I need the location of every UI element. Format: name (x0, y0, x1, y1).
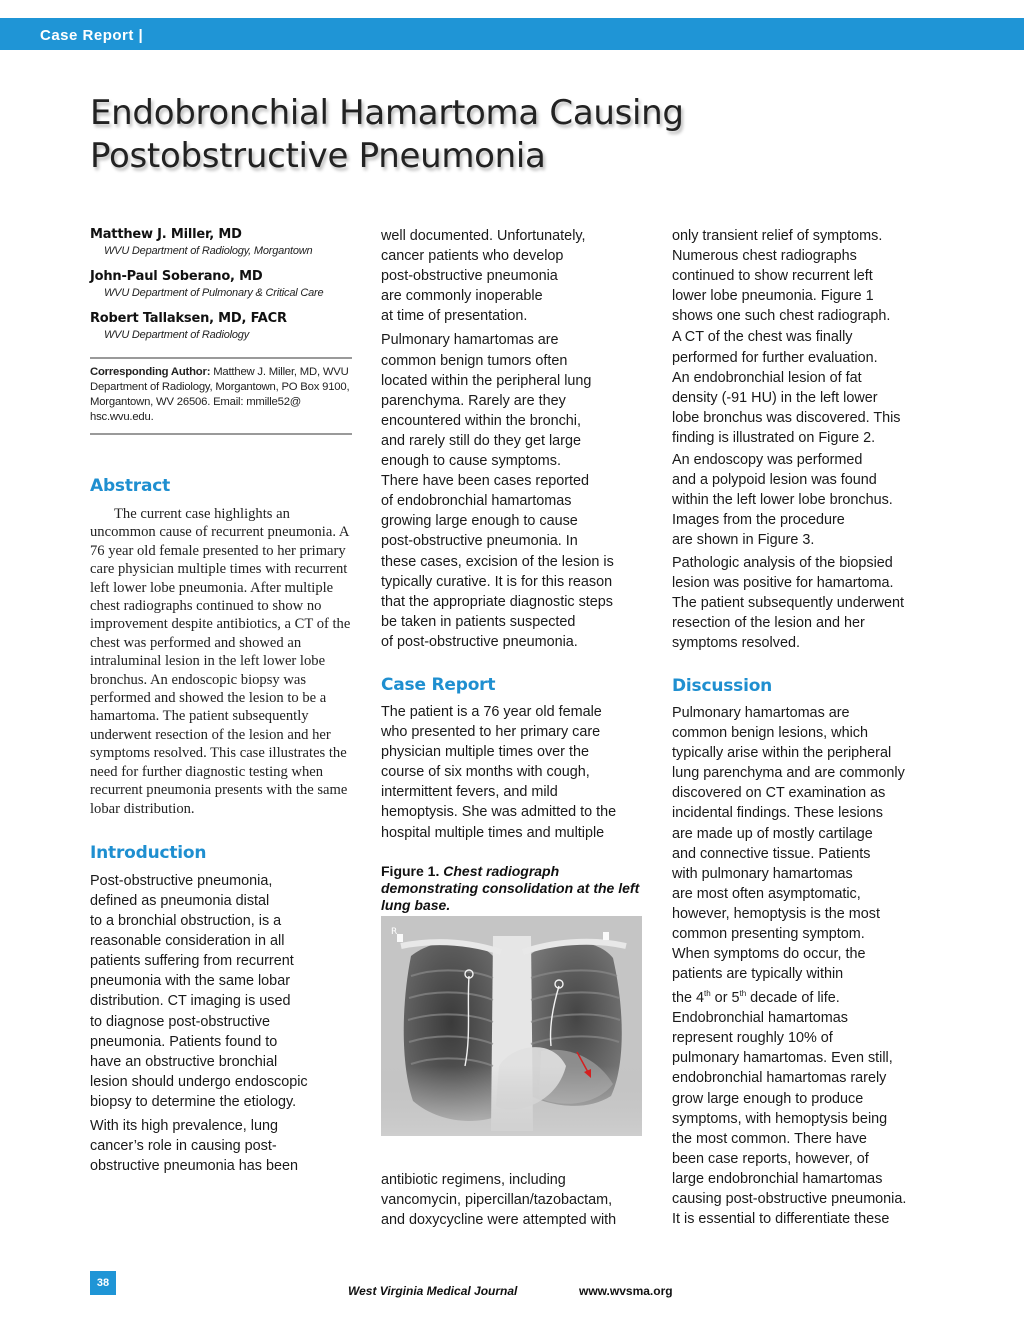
case-report-heading: Case Report (381, 674, 496, 695)
author-name: Matthew J. Miller, MD (90, 227, 242, 242)
abstract-heading: Abstract (90, 476, 171, 496)
author-2 (90, 268, 352, 301)
chest-radiograph-image (381, 916, 642, 1136)
body-paragraph: Pulmonary hamartomas are common benign tumors often located within the peripheral lung parenchyma. Rarely are they encountered within the bronchi, and rarely still do they get large enough to cause symptoms. There have been cases reported of endobronchial hamartomas growing large enough to cause post-obstructive pneumonia. In these cases, excision of the lesion is typically curative. It is for this reason that the appropriate diagnostic steps be taken in patients suspected of post-obstructive pneumonia. (381, 332, 614, 650)
discussion-heading: Discussion (672, 675, 773, 696)
discussion-paragraph-1 (672, 703, 937, 1008)
body-paragraph: A CT of the chest was finally performed for further evaluation. An endobronchial lesion of fat density (-91 HU) in the left lower lobe bronchus was discovered. This finding is illustrated on Figure 2. (672, 329, 901, 446)
corresponding-label: Corresponding Author: (90, 366, 211, 378)
abstract-text: The current case highlights an uncommon cause of recurrent pneumonia. A 76 year old female presented to her primary care physician multiple times with recurrent left lower lobe pneumonia. After multiple chest radiographs continued to show no improvement despite antibiotics, a CT of the chest was performed and showed an intraluminal lesion in the left lower lobe bronchus. An endoscopic biopsy was performed and showed the lesion to be a hamartoma. The patient subsequently underwent resection of the lesion and her symptoms resolved. This case illustrates the need for further diagnostic testing when recurrent pneumonia presents with the same lobar distribution. (90, 506, 351, 817)
section-label: Case Report | (40, 27, 144, 44)
column-2-continued (381, 1170, 646, 1230)
column-2 (381, 226, 646, 914)
divider (90, 433, 352, 435)
introduction-paragraph-1: Post-obstructive pneumonia, defined as pneumonia distal to a bronchial obstruction, is a reasonable consideration in all patients suffering from recurrent pneumonia with the same lobar distribution. CT imaging is used to diagnose post-obstructive pneumonia. Patients found to have an obstructive bronchial lesion should undergo endoscopic biopsy to determine the etiology. (90, 872, 308, 1110)
ordinal-suffix: th (704, 989, 711, 999)
article-title: Endobronchial Hamartoma Causing Postobstructive Pneumonia (90, 93, 684, 176)
introduction-heading: Introduction (90, 842, 207, 863)
author-1 (90, 226, 352, 259)
discussion-text: or 5 (710, 990, 740, 1007)
author-affiliation: WVU Department of Radiology (104, 329, 249, 341)
figure-caption-text: Chest radiograph demonstrating consolidation at the left lung base. (381, 862, 640, 913)
journal-url[interactable]: www.wvsma.org (579, 1284, 673, 1298)
radiograph-marker: R (391, 927, 398, 937)
body-paragraph: well documented. Unfortunately, cancer patients who develop post-obstructive pneumonia are commonly inoperable at time of presentation. (381, 228, 586, 325)
introduction-paragraph-2: With its high prevalence, lung cancer’s role in causing post- obstructive pneumonia has been (90, 1118, 299, 1175)
author-name: John-Paul Soberano, MD (90, 269, 263, 284)
author-3 (90, 310, 352, 343)
chest-radiograph-graphic (381, 916, 642, 1136)
discussion-text: Pulmonary hamartomas are common benign lesions, which typically arise within the peripheral lung parenchyma and are commonly discovered on CT examination as incidental findings. These lesions are made up of mostly cartilage and connective tissue. Patients with pulmonary hamartomas are most often asymptomatic, however, hemoptysis is the most common presenting symptom. When symptoms do occur, the patients are typically within the 4 (672, 704, 905, 1007)
ordinal-suffix: th (739, 989, 747, 999)
figure-label: Figure 1. (381, 862, 440, 879)
body-paragraph: Pathologic analysis of the biopsied lesion was positive for hamartoma. The patient subsequently underwent resection of the lesion and her symptoms resolved. (672, 554, 905, 651)
author-name: Robert Tallaksen, MD, FACR (90, 311, 287, 326)
body-paragraph: An endoscopy was performed and a polypoid lesion was found within the left lower lobe bronchus. Images from the procedure are shown in Figure 3. (672, 452, 893, 549)
discussion-text: decade of life. (746, 990, 840, 1007)
figure-1-caption (381, 863, 646, 914)
header-band (0, 18, 1024, 50)
column-1 (90, 226, 352, 1176)
column-3 (672, 226, 937, 1229)
discussion-paragraph-2: Endobronchial hamartomas represent roughly 10% of pulmonary hamartomas. Even still, endobronchial hamartomas rarely grow large enough to produce symptoms, with hemoptysis being the most common. There have been case reports, however, of large endobronchial hamartomas causing post-obstructive pneumonia. It is essential to differentiate these (672, 1010, 907, 1228)
body-paragraph: only transient relief of symptoms. Numerous chest radiographs continued to show recurrent left lower lobe pneumonia. Figure 1 shows one such chest radiograph. (672, 228, 891, 325)
journal-name: West Virginia Medical Journal (348, 1284, 518, 1298)
corresponding-text: Matthew J. Miller, MD, WVU Department of Radiology, Morgantown, PO Box 9100, Morgantown, WV 26506. Email: mmille52@ hsc.wvu.edu. (90, 366, 350, 423)
corresponding-author (90, 359, 352, 433)
case-report-paragraph: The patient is a 76 year old female who presented to her primary care physician multiple times over the course of six months with cough, intermittent fevers, and mild hemoptysis. She was admitted to the hospital multiple times and multiple (381, 703, 617, 841)
author-affiliation: WVU Department of Radiology, Morgantown (104, 245, 313, 257)
page-number: 38 (90, 1271, 116, 1295)
case-report-paragraph-continued: antibiotic regimens, including vancomycin, pipercillan/tazobactam, and doxycycline were attempted with (381, 1172, 617, 1229)
author-affiliation: WVU Department of Pulmonary & Critical Care (104, 287, 324, 299)
